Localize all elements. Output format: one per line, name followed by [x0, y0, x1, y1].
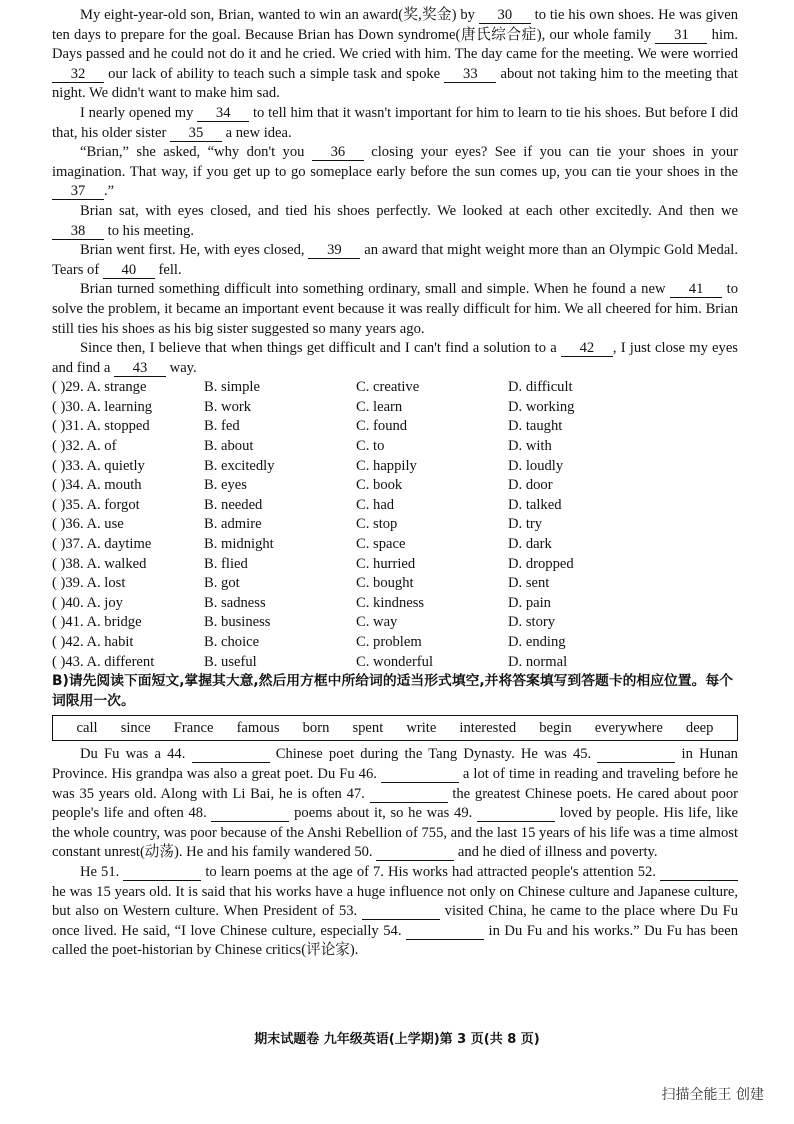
- option-row: [52, 594, 752, 614]
- option-d: D. dropped: [508, 555, 574, 572]
- answer-blank-40: 40: [103, 263, 155, 279]
- option-b: B. simple: [204, 379, 260, 396]
- question-option-a: ( )38. A. walked: [52, 555, 147, 572]
- exam-page: [0, 6, 794, 961]
- question-option-a: ( )31. A. stopped: [52, 418, 150, 435]
- word-box: [52, 715, 738, 741]
- fill-in-line: [597, 747, 675, 763]
- question-option-a: ( )36. A. use: [52, 516, 124, 533]
- option-row: [52, 417, 752, 437]
- word-box-item: write: [406, 719, 437, 736]
- word-box-item: spent: [352, 719, 384, 736]
- option-d: D. dark: [508, 536, 552, 553]
- option-c: C. wonderful: [356, 653, 434, 670]
- option-d: D. with: [508, 438, 552, 455]
- option-c: C. bought: [356, 575, 414, 592]
- option-c: C. learn: [356, 398, 403, 415]
- option-c: C. way: [356, 614, 398, 631]
- options-table: [52, 378, 752, 672]
- word-box-item: call: [76, 719, 98, 736]
- cloze-passage: [0, 6, 794, 378]
- question-option-a: ( )43. A. different: [52, 653, 155, 670]
- fill-in-line: [362, 904, 440, 920]
- option-row: [52, 437, 752, 457]
- question-option-a: ( )32. A. of: [52, 438, 117, 455]
- cloze-paragraph: Since then, I believe that when things get difficult and I can't find a solution to a 42 , I just close my eyes and find a 43 way.: [52, 340, 738, 376]
- option-c: C. happily: [356, 457, 417, 474]
- answer-blank-31: 31: [655, 28, 707, 44]
- option-c: C. kindness: [356, 594, 425, 611]
- question-option-a: ( )39. A. lost: [52, 575, 126, 592]
- fill-in-line: [370, 787, 448, 803]
- question-option-a: ( )29. A. strange: [52, 379, 147, 396]
- option-c: C. hurried: [356, 555, 416, 572]
- option-b: B. excitedly: [204, 457, 275, 474]
- answer-blank-41: 41: [670, 282, 722, 298]
- section-b-instruction: B)请先阅读下面短文,掌握其大意,然后用方框中所给词的适当形式填空,并将答案填写到答题卡的相应位置。每个词限用一次。: [52, 673, 733, 709]
- word-fill-paragraph: He 51. to learn poems at the age of 7. His works had attracted people's attention 52. he was 15 years old. It is said that his works have a huge influence not only on Chinese culture and Japanese culture, but also on Western culture. When President of 53. visited China, he came to the place where Du Fu once lived. He said, “I love Chinese culture, especially 54. in Du Fu and his works.” Du Fu has been called the poet-historian by Chinese critics(评论家).: [52, 863, 738, 959]
- option-b: B. choice: [204, 634, 260, 650]
- word-box-item: famous: [236, 719, 280, 736]
- option-c: C. to: [356, 438, 385, 455]
- option-c: C. creative: [356, 379, 420, 396]
- option-d: D. try: [508, 516, 543, 533]
- option-b: B. needed: [204, 496, 263, 513]
- answer-blank-38: 38: [52, 224, 104, 240]
- option-c: C. problem: [356, 634, 422, 650]
- option-row: [52, 476, 752, 496]
- question-option-a: ( )34. A. mouth: [52, 477, 142, 494]
- option-b: B. about: [204, 438, 254, 455]
- word-fill-passage: [0, 745, 794, 961]
- word-box-item: interested: [459, 719, 517, 736]
- option-d: D. working: [508, 398, 575, 415]
- option-row: [52, 613, 752, 633]
- word-box-item: deep: [685, 719, 714, 736]
- option-row: [52, 457, 752, 477]
- answer-blank-34: 34: [197, 106, 249, 122]
- word-fill-paragraph: Du Fu was a 44. Chinese poet during the Tang Dynasty. He was 45. in Hunan Province. His grandpa was also a great poet. Du Fu 46. a lot of time in reading and traveling before he was 35 years old. Along with Li Bai, he is often 47. the greatest Chinese poets. He cared about poor people's life and often 48. poems about it, so he was 49. loved by people. His life, like the whole country, was poor because of the Anshi Rebellion of 755, and the last 15 years of his life was a time almost constant unrest(动荡). He and his family wandered 50. and he died of illness and poverty.: [52, 746, 739, 861]
- answer-blank-36: 36: [312, 145, 364, 161]
- cloze-paragraph: Brian turned something difficult into something ordinary, small and simple. When he found a new 41 to solve the problem, it became an important event because it was really difficult for him. We all cheered for him. Brian still ties his shoes as his big sister suggested so many years ago.: [52, 281, 739, 337]
- option-d: D. normal: [508, 653, 568, 670]
- option-b: B. eyes: [204, 477, 247, 494]
- answer-blank-39: 39: [308, 243, 360, 259]
- option-b: B. midnight: [204, 536, 274, 553]
- option-d: D. difficult: [508, 379, 573, 396]
- cloze-paragraph: I nearly opened my 34 to tell him that it wasn't important for him to learn to tie his shoes. But before I did that, his older sister 35 a new idea.: [52, 104, 738, 141]
- word-box-item: born: [302, 719, 330, 736]
- option-b: B. admire: [204, 516, 262, 533]
- option-d: D. door: [508, 477, 553, 494]
- word-box-item: begin: [539, 719, 572, 736]
- answer-blank-42: 42: [561, 341, 613, 357]
- option-row: [52, 555, 752, 575]
- scanner-watermark: 扫描全能王 创建: [661, 1087, 764, 1103]
- option-b: B. got: [204, 575, 240, 592]
- word-box-item: since: [120, 719, 151, 736]
- option-b: B. business: [204, 614, 271, 631]
- option-row: [52, 378, 752, 398]
- question-option-a: ( )30. A. learning: [52, 398, 153, 415]
- cloze-paragraph: “Brian,” she asked, “why don't you 36 closing your eyes? See if you can tie your shoes in your imagination. That way, if you get up to go someplace early before the sun comes up, you can tie your shoes in the 37 .”: [52, 144, 739, 200]
- question-option-a: ( )33. A. quietly: [52, 457, 145, 474]
- word-box-item: everywhere: [594, 719, 663, 736]
- page-footer: 期末试题卷 九年级英语(上学期)第 3 页(共 8 页): [254, 1032, 540, 1047]
- question-option-a: ( )35. A. forgot: [52, 496, 140, 513]
- fill-in-line: [477, 806, 555, 822]
- option-b: B. flied: [204, 555, 248, 572]
- option-row: [52, 515, 752, 535]
- fill-in-line: [211, 806, 289, 822]
- option-row: [52, 535, 752, 555]
- question-option-a: ( )41. A. bridge: [52, 614, 142, 631]
- fill-in-line: [660, 865, 738, 881]
- answer-blank-35: 35: [170, 126, 222, 142]
- answer-blank-32: 32: [52, 67, 104, 83]
- option-b: B. sadness: [204, 594, 266, 611]
- option-b: B. fed: [204, 418, 240, 435]
- option-row: [52, 496, 752, 516]
- option-c: C. stop: [356, 516, 398, 533]
- word-box-item: France: [173, 719, 214, 736]
- option-b: B. work: [204, 398, 252, 415]
- option-row: [52, 574, 752, 594]
- cloze-paragraph: Brian went first. He, with eyes closed, 39 an award that might weight more than an Olympic Gold Medal. Tears of 40 fell.: [52, 242, 738, 278]
- option-row: [52, 653, 752, 673]
- option-row: [52, 398, 752, 418]
- fill-in-line: [406, 924, 484, 940]
- fill-in-line: [123, 865, 201, 881]
- answer-blank-33: 33: [444, 67, 496, 83]
- option-d: D. sent: [508, 575, 550, 592]
- question-option-a: ( )42. A. habit: [52, 634, 134, 650]
- answer-blank-37: 37: [52, 184, 104, 200]
- option-d: D. talked: [508, 496, 562, 513]
- option-c: C. found: [356, 418, 408, 435]
- option-c: C. space: [356, 536, 406, 553]
- option-d: D. story: [508, 614, 556, 631]
- fill-in-line: [192, 747, 270, 763]
- answer-blank-43: 43: [114, 361, 166, 377]
- answer-blank-30: 30: [479, 8, 531, 24]
- option-c: C. book: [356, 477, 403, 494]
- question-option-a: ( )40. A. joy: [52, 594, 123, 611]
- option-c: C. had: [356, 496, 395, 513]
- option-d: D. taught: [508, 418, 563, 435]
- option-d: D. pain: [508, 594, 551, 611]
- option-d: D. loudly: [508, 457, 564, 474]
- option-b: B. useful: [204, 653, 257, 670]
- question-option-a: ( )37. A. daytime: [52, 536, 152, 553]
- cloze-paragraph: My eight-year-old son, Brian, wanted to win an award(奖,奖金) by 30 to tie his own shoes. He was given ten days to prepare for the goal. Because Brian has Down syndrome(唐氏综合症), our whole family 31 him. Days passed and he could not do it and he cried. We cried with him. The day came for the meeting. We were worried 32 our lack of ability to teach such a simple task and spoke 33 about not taking him to the meeting that night. We didn't want to make him sad.: [52, 7, 739, 102]
- cloze-paragraph: Brian sat, with eyes closed, and tied his shoes perfectly. We looked at each other excitedly. And then we 38 to his meeting.: [0, 202, 794, 241]
- fill-in-line: [376, 845, 454, 861]
- option-row: [52, 633, 752, 653]
- fill-in-line: [381, 767, 459, 783]
- option-d: D. ending: [508, 634, 566, 650]
